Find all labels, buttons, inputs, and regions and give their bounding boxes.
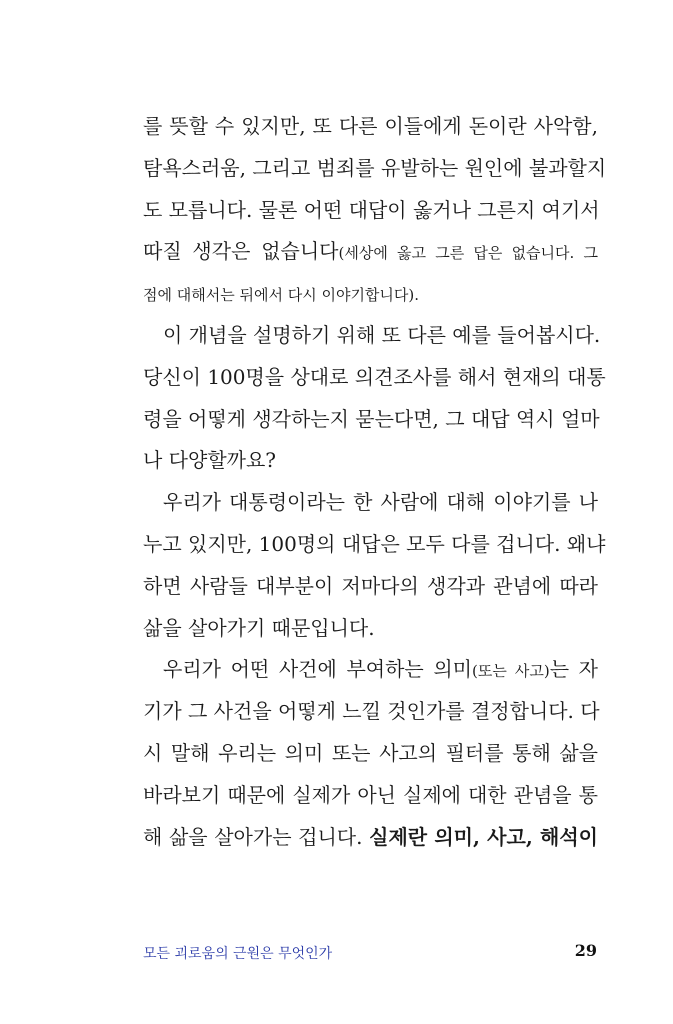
text-line bbox=[143, 231, 598, 273]
text-segment: 탐욕스러움, 그리고 범죄를 유발하는 원인에 불과할지 bbox=[143, 155, 607, 180]
text-line bbox=[143, 482, 598, 524]
body-text bbox=[143, 106, 607, 858]
text-line bbox=[143, 733, 598, 775]
running-footer-title: 모든 괴로움의 근원은 무엇인가 bbox=[143, 946, 333, 962]
parenthetical-text: (세상에 옳고 그른 답은 없습니다. 그 bbox=[338, 244, 598, 263]
text-segment: 당신이 100명을 상대로 의견조사를 해서 현재의 대통 bbox=[143, 364, 606, 389]
text-line bbox=[143, 775, 598, 817]
text-segment: 누고 있지만, 100명의 대답은 모두 다를 겁니다. 왜냐 bbox=[143, 531, 606, 556]
text-segment: 우리가 어떤 사건에 부여하는 의미 bbox=[163, 657, 473, 682]
text-line bbox=[143, 106, 598, 148]
text-line bbox=[143, 691, 598, 733]
text-segment: 바라보기 때문에 실제가 아닌 실제에 대한 관념을 통 bbox=[143, 782, 598, 807]
text-line bbox=[143, 357, 606, 399]
text-segment: 이 개념을 설명하기 위해 또 다른 예를 들어봅시다. bbox=[163, 322, 601, 347]
text-line bbox=[143, 148, 607, 190]
text-line bbox=[143, 817, 598, 859]
text-line bbox=[143, 608, 598, 650]
text-segment: 해 삶을 살아가는 겁니다. bbox=[143, 824, 370, 849]
text-segment: 따질 생각은 없습니다 bbox=[143, 239, 339, 264]
page-number: 29 bbox=[574, 941, 597, 960]
text-segment: 하면 사람들 대부분이 저마다의 생각과 관념에 따라 bbox=[143, 573, 598, 598]
text-segment: 우리가 대통령이라는 한 사람에 대해 이야기를 나 bbox=[163, 490, 598, 515]
text-segment: 시 말해 우리는 의미 또는 사고의 필터를 통해 삶을 bbox=[143, 740, 598, 765]
text-segment: 도 모릅니다. 물론 어떤 대답이 옳거나 그른지 여기서 bbox=[143, 197, 600, 222]
text-line bbox=[143, 190, 598, 232]
bold-text: 실제란 의미, 사고, 해석이 bbox=[369, 824, 598, 849]
text-line bbox=[143, 649, 598, 691]
parenthetical-text: 점에 대해서는 뒤에서 다시 이야기합니다). bbox=[143, 286, 420, 305]
text-line bbox=[143, 399, 598, 441]
parenthetical-text: (또는 사고) bbox=[472, 662, 550, 681]
text-segment: 나 다양할까요? bbox=[143, 448, 276, 473]
text-line bbox=[143, 566, 598, 608]
text-segment: 기가 그 사건을 어떻게 느낄 것인가를 결정합니다. 다 bbox=[143, 699, 600, 724]
text-segment: 령을 어떻게 생각하는지 묻는다면, 그 대답 역시 얼마 bbox=[143, 406, 600, 431]
text-line bbox=[143, 273, 598, 315]
text-segment: 는 자 bbox=[549, 657, 599, 682]
text-segment: 를 뜻할 수 있지만, 또 다른 이들에게 돈이란 사악함, bbox=[143, 114, 598, 138]
text-segment: 삶을 살아가기 때문입니다. bbox=[143, 615, 375, 640]
text-line bbox=[143, 524, 606, 566]
text-line bbox=[143, 440, 598, 482]
text-line bbox=[143, 315, 601, 357]
